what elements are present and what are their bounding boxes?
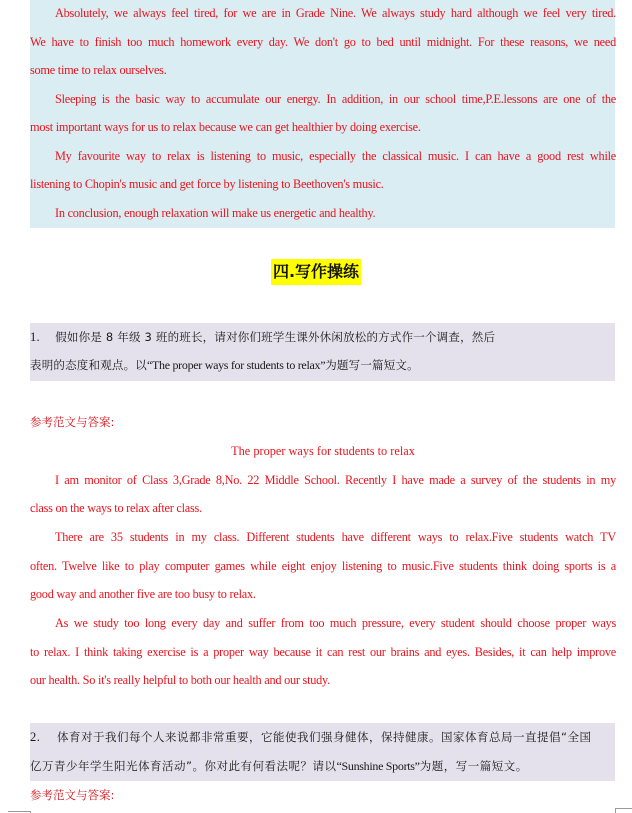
question-text: 表明的态度和观点。以 [30,358,147,372]
question-text: 假如你是 8 年级 3 班的班长，请对你们班学生课外休闲放松的方式作一个调查，然后 [55,330,496,344]
essay-line: Sleeping is the basic way to accumulate our energy. In addition, in our school time,P.E.lessons are one of the [55,92,616,106]
essay-line: In conclusion, enough relaxation will make us energetic and healthy. [55,206,376,220]
page-corner-mark-left [8,811,30,812]
essay-line: We have to finish too much homework every day. We don't go to bed until midnight. For these reasons, we need [30,35,616,49]
page-corner-mark-right [615,808,632,809]
question-1-line-2 [30,357,616,373]
answer-1-label: 参考范文与答案: [30,415,115,429]
question-text: 亿万青少年学生阳光体育活动”。你对此有何看法呢？请以 [30,759,337,773]
answer-line: There are 35 students in my class. Different students have different ways to relax.Five students watch TV [55,530,616,544]
essay-title-quote: “Sunshine Sports” [336,759,420,773]
answer-line: good way and another five are too busy to relax. [30,587,256,601]
question-text: 为题写一篇短文。 [325,358,419,372]
essay-line: listening to Chopin's music and get force by listening to Beethoven's music. [30,177,384,191]
answer-line: our health. So it's really helpful to both our health and our study. [30,673,330,687]
essay-title-quote: “The proper ways for students to relax” [147,358,326,372]
essay-line: most important ways for us to relax because we can get healthier by doing exercise. [30,120,421,134]
section-heading: 四.写作操练 [271,259,361,285]
essay-line: My favourite way to relax is listening to music, especially the classical music. I can have a good rest while [55,149,616,163]
page-corner-mark-right-tick [615,808,616,813]
question-text: 为题，写一篇短文。 [419,759,528,773]
essay-line: Absolutely, we always feel tired, for we are in Grade Nine. We always study hard although we feel very tired. [55,6,616,20]
answer-line: class on the ways to relax after class. [30,501,202,515]
question-number: 2. [30,730,41,744]
section-heading-wrap [0,259,632,285]
answer-1-title: The proper ways for students to relax [231,444,415,458]
essay-line: some time to relax ourselves. [30,63,167,77]
answer-2-label: 参考范文与答案: [30,788,115,802]
answer-line: often. Twelve like to play computer games while eight enjoy listening to music.Five students think doing sports is a [30,559,616,573]
question-number: 1. [30,330,40,344]
answer-line: As we study too long every day and suffer from too much pressure, every student should choose proper ways [55,616,616,630]
question-2-line-1 [30,729,616,745]
answer-line: to relax. I think taking exercise is a proper way because it can rest our brains and eyes. Besides, it can help improve [30,645,616,659]
question-1-line-1 [30,329,616,345]
answer-line: I am monitor of Class 3,Grade 8,No. 22 Middle School. Recently I have made a survey of the students in my [55,473,616,487]
question-2-line-2 [30,758,616,774]
question-text: 体育对于我们每个人来说都非常重要，它能使我们强身健体，保持健康。国家体育总局一直提倡“全国 [57,730,592,744]
